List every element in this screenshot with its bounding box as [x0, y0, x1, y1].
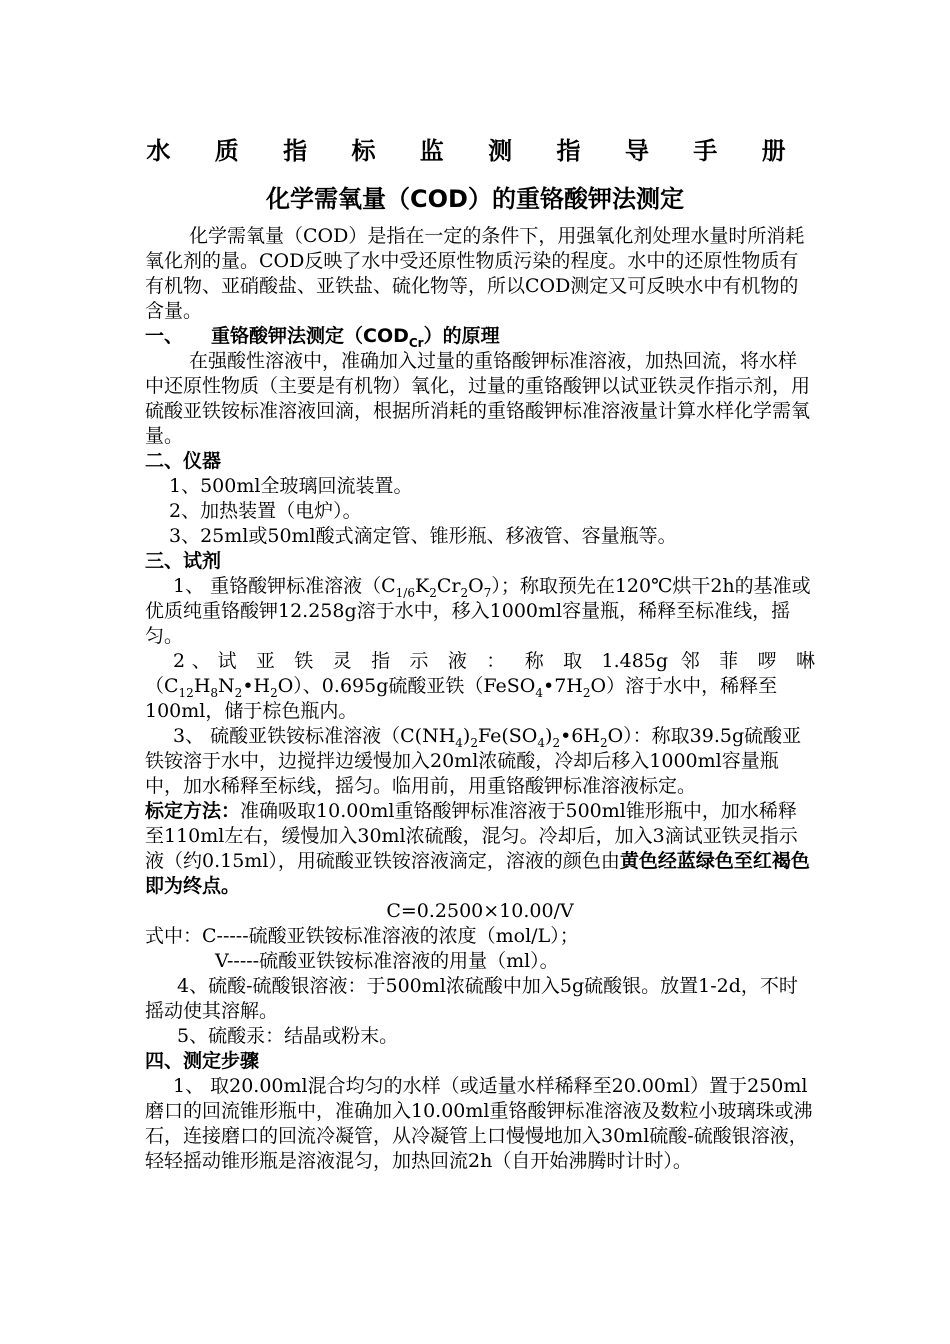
reagent-1: 1、 重铬酸钾标准溶液$(C_{1/6}K_2Cr_2O_7)$；称取预先在120℃烘干2h的基准或优质纯重铬酸钾12.258g溶于水中，移入1000ml容量瓶，稀释至标准线，摇匀。 [145, 575, 811, 647]
section-2-heading: 二、仪器 [145, 450, 222, 472]
reagent-3: 3、 硫酸亚铁铵标准溶液$(C(NH_4)_2Fe(SO_4)_2•6H_2O)$：称取39.5g硫酸亚铁铵溶于水中，边搅拌边缓慢加入20ml浓硫酸，冷却后移入1000ml容量瓶中，加水稀释至标线，摇匀。临用前，用重铬酸钾标准溶液标定。 [145, 725, 802, 797]
instrument-item-3: 3、25ml或50ml酸式滴定管、锥形瓶、移液管、容量瓶等。 [169, 525, 677, 547]
section-1-text: 在强酸性溶液中，准确加入过量的重铬酸钾标准溶液，加热回流，将水样中还原性物质（主要是有机物）氧化，过量的重铬酸钾以试亚铁灵作指示剂，用硫酸亚铁铵标准溶液回滴，根据所消耗的重铬酸钾标准溶液量计算水样化学需氧量。 [145, 350, 811, 447]
calibration-text: 准确吸取10.00ml重铬酸钾标准溶液于500ml锥形瓶中，加水稀释至110ml左右，缓慢加入30ml浓硫酸，混匀。冷却后，加入3滴试亚铁灵指示液（约0.15ml），用硫酸亚铁铵溶液滴定，溶液的颜色由 [145, 800, 798, 872]
reagent-4: 4、硫酸-硫酸银溶液：于500ml浓硫酸中加入5g硫酸银。放置1-2d，不时摇动使其溶解。 [145, 975, 798, 1022]
section-3-heading: 三、试剂 [145, 550, 222, 572]
intro-paragraph: 化学需氧量（COD）是指在一定的条件下，用强氧化剂处理水量时所消耗氧化剂的量。COD反映了水中受还原性物质污染的程度。水中的还原性物质有有机物、亚硝酸盐、亚铁盐、硫化物等，所以COD测定又可反映水中有机物的含量。 [145, 225, 805, 322]
reagent-5: 5、硫酸汞：结晶或粉末。 [177, 1025, 399, 1047]
formula-where-c: 式中：C-----硫酸亚铁铵标准溶液的浓度（mol/L）； [145, 925, 579, 947]
instrument-item-2: 2、加热装置（电炉）。 [169, 500, 362, 522]
step-1: 1、 取20.00ml混合均匀的水样（或适量水样稀释至20.00ml）置于250ml磨口的回流锥形瓶中，准确加入10.00ml重铬酸钾标准溶液及数粒小玻璃珠或沸石，连接磨口的回流冷凝管，从冷凝管上口慢慢地加入30ml硫酸-硫酸银溶液，轻轻摇动锥形瓶是溶液混匀，加热回流2h（自开始沸腾时计时）。 [145, 1075, 813, 1172]
section-1-title-a: 重铬酸钾法测定（COD [211, 325, 409, 347]
document-subtitle: 化学需氧量（COD）的重铬酸钾法测定 [266, 185, 684, 213]
section-1-title-b: ）的原理 [423, 325, 500, 347]
section-1-number: 一、 [145, 325, 184, 347]
calibration-method [145, 799, 815, 899]
instrument-item-1: 1、500ml全玻璃回流装置。 [169, 475, 413, 497]
reagent-2-rest: $(C_{12}H_8N_2•H_2O)$、0.695g硫酸亚铁$(FeSO_4•7H_2O)$溶于水中，稀释至100ml，储于棕色瓶内。 [145, 675, 778, 722]
document-body [145, 224, 815, 1174]
calibration-label: 标定方法： [145, 800, 241, 822]
calibration-endpoint: 黄色经蓝绿色至红褐色即为终点。 [145, 850, 810, 897]
manual-title: 水 质 指 标 监 测 指 导 手 册 [146, 137, 804, 165]
formula: C=0.2500×10.00/V [386, 900, 574, 922]
section-1-title-sub: Cr [408, 335, 424, 350]
section-1-heading [145, 324, 815, 349]
section-4-heading: 四、测定步骤 [145, 1050, 260, 1072]
formula-where-v: V-----硫酸亚铁铵标准溶液的用量（ml）。 [215, 950, 559, 972]
reagent-2-line-1: 2、试 亚 铁 灵 指 示 液 ： 称 取 1.485g 邻 菲 啰 啉 [173, 650, 815, 672]
